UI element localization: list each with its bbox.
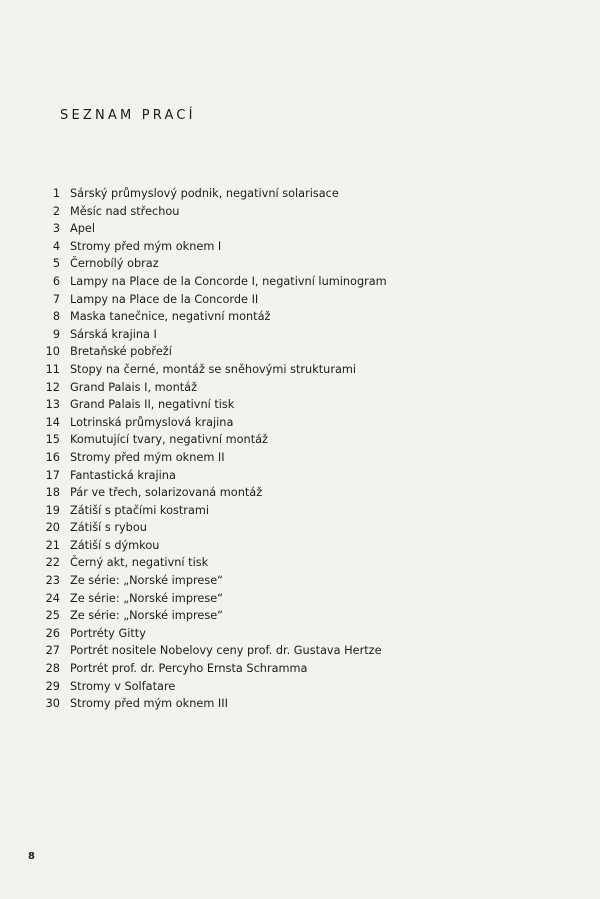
item-title: Lotrinská průmyslová krajina [70, 415, 234, 429]
item-number: 4 [52, 239, 60, 253]
item-number: 2 [52, 204, 60, 218]
item-title: Sárský průmyslový podnik, negativní solarisace [70, 187, 339, 200]
list-item [40, 220, 387, 238]
item-number: 18 [45, 486, 60, 500]
list-item [40, 642, 387, 660]
item-title: Fantastická krajina [70, 468, 176, 482]
item-number: 14 [45, 415, 60, 429]
item-number: 11 [45, 362, 60, 376]
item-number: 19 [45, 503, 60, 517]
list-item [40, 431, 387, 449]
item-title: Sárská krajina I [70, 327, 157, 341]
item-title: Zátiší s ptačími kostrami [70, 503, 210, 517]
item-number: 27 [45, 644, 60, 658]
list-item [40, 519, 387, 537]
list-item [40, 625, 387, 643]
item-number: 7 [52, 292, 60, 306]
item-title: Stromy v Solfatare [70, 679, 176, 693]
item-title: Lampy na Place de la Concorde II [70, 292, 259, 306]
list-item [40, 695, 387, 713]
item-title: Maska tanečnice, negativní montáž [70, 310, 271, 324]
item-title: Stromy před mým oknem III [70, 697, 228, 711]
list-item [40, 678, 387, 696]
item-number: 16 [45, 450, 60, 464]
item-title: Portrét nositele Nobelovy ceny prof. dr. Gustava Hertze [70, 644, 382, 658]
list-item [40, 484, 387, 502]
list-item [40, 185, 387, 203]
item-title: Ze série: „Norské imprese“ [70, 574, 224, 588]
item-title: Komutující tvary, negativní montáž [70, 433, 268, 447]
item-number: 15 [45, 433, 60, 447]
item-title: Apel [70, 222, 95, 236]
item-number: 23 [45, 574, 60, 588]
item-number: 5 [52, 257, 60, 271]
item-number: 22 [45, 556, 60, 570]
item-title: Portrét prof. dr. Percyho Ernsta Schramma [70, 662, 308, 676]
item-number: 9 [52, 327, 60, 341]
list-item [40, 660, 387, 678]
list-item [40, 414, 387, 432]
item-title: Zátiší s rybou [70, 521, 147, 535]
item-title: Grand Palais II, negativní tisk [70, 398, 235, 412]
item-number: 3 [52, 222, 60, 236]
item-title: Ze série: „Norské imprese“ [70, 609, 224, 623]
list-item [40, 502, 387, 520]
item-number: 20 [45, 521, 60, 535]
list-item [40, 308, 387, 326]
item-number: 6 [52, 274, 60, 288]
list-item [40, 203, 387, 221]
page-title: SEZNAM PRACÍ [60, 108, 196, 123]
item-number: 13 [45, 398, 60, 412]
item-number: 1 [52, 187, 60, 200]
item-number: 26 [45, 626, 60, 640]
works-list [40, 185, 387, 713]
list-item [40, 467, 387, 485]
list-item [40, 396, 387, 414]
list-item [40, 379, 387, 397]
item-number: 28 [45, 662, 60, 676]
list-item [40, 326, 387, 344]
item-title: Grand Palais I, montáž [70, 380, 198, 394]
item-number: 30 [45, 697, 60, 711]
item-title: Černý akt, negativní tisk [70, 556, 209, 570]
item-number: 21 [45, 538, 60, 552]
item-title: Stopy na černé, montáž se sněhovými strukturami [70, 362, 357, 376]
list-item [40, 238, 387, 256]
item-number: 25 [45, 609, 60, 623]
item-title: Měsíc nad střechou [70, 204, 180, 218]
list-item [40, 537, 387, 555]
list-item [40, 554, 387, 572]
item-number: 8 [52, 310, 60, 324]
item-title: Stromy před mým oknem II [70, 450, 225, 464]
item-number: 17 [45, 468, 60, 482]
list-item [40, 291, 387, 309]
item-number: 24 [45, 591, 60, 605]
list-item [40, 607, 387, 625]
list-item [40, 590, 387, 608]
list-item [40, 343, 387, 361]
item-number: 12 [45, 380, 60, 394]
item-title: Bretaňské pobřeží [70, 345, 172, 359]
item-number: 10 [45, 345, 60, 359]
item-title: Pár ve třech, solarizovaná montáž [70, 486, 263, 500]
item-number: 29 [45, 679, 60, 693]
item-title: Stromy před mým oknem I [70, 239, 222, 253]
list-item [40, 572, 387, 590]
page-number: 8 [28, 851, 35, 862]
list-item [40, 449, 387, 467]
item-title: Lampy na Place de la Concorde I, negativní luminogram [70, 274, 387, 288]
item-title: Zátiší s dýmkou [70, 538, 160, 552]
list-item [40, 361, 387, 379]
list-item [40, 255, 387, 273]
item-title: Ze série: „Norské imprese“ [70, 591, 224, 605]
item-title: Černobílý obraz [70, 257, 159, 271]
list-item [40, 273, 387, 291]
item-title: Portréty Gitty [70, 626, 146, 640]
